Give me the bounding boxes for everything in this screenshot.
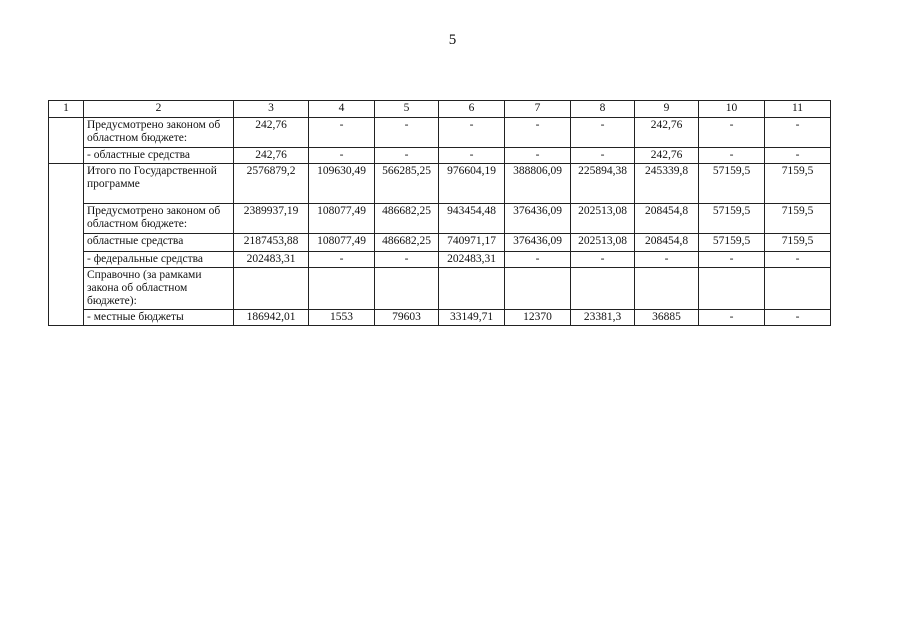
- cell: 202483,31: [439, 251, 505, 267]
- header-cell: 4: [309, 101, 375, 118]
- cell: 36885: [635, 309, 699, 325]
- cell: 566285,25: [375, 163, 439, 203]
- cell: -: [375, 251, 439, 267]
- table-row: [49, 203, 831, 233]
- row-label: Предусмотрено законом об областном бюджете:: [84, 203, 234, 233]
- table-row: [49, 233, 831, 251]
- cell: 57159,5: [699, 233, 765, 251]
- cell: 57159,5: [699, 163, 765, 203]
- row-label: Итого по Государственной программе: [84, 163, 234, 203]
- table-row: [49, 267, 831, 309]
- cell: -: [571, 118, 635, 148]
- cell: [309, 267, 375, 309]
- cell: -: [571, 148, 635, 164]
- cell: 12370: [505, 309, 571, 325]
- cell: 108077,49: [309, 203, 375, 233]
- cell: 242,76: [234, 118, 309, 148]
- cell: 202513,08: [571, 203, 635, 233]
- cell: -: [699, 309, 765, 325]
- table-row: [49, 251, 831, 267]
- cell: 2389937,19: [234, 203, 309, 233]
- cell: 2576879,2: [234, 163, 309, 203]
- cell: -: [699, 148, 765, 164]
- cell: 7159,5: [765, 233, 831, 251]
- cell: 57159,5: [699, 203, 765, 233]
- header-cell: 9: [635, 101, 699, 118]
- table-row: [49, 309, 831, 325]
- cell: -: [635, 251, 699, 267]
- header-cell: 6: [439, 101, 505, 118]
- cell: -: [309, 148, 375, 164]
- cell: 976604,19: [439, 163, 505, 203]
- cell: [234, 267, 309, 309]
- cell: 109630,49: [309, 163, 375, 203]
- cell: 242,76: [234, 148, 309, 164]
- cell: [439, 267, 505, 309]
- cell: [635, 267, 699, 309]
- cell: 486682,25: [375, 233, 439, 251]
- cell: 245339,8: [635, 163, 699, 203]
- cell: 1553: [309, 309, 375, 325]
- cell: [765, 267, 831, 309]
- cell: -: [375, 118, 439, 148]
- cell: -: [439, 148, 505, 164]
- cell: 7159,5: [765, 203, 831, 233]
- cell: 208454,8: [635, 203, 699, 233]
- cell: -: [439, 118, 505, 148]
- header-cell: 7: [505, 101, 571, 118]
- row-label: - федеральные средства: [84, 251, 234, 267]
- cell: 7159,5: [765, 163, 831, 203]
- row-label: Справочно (за рамками закона об областном бюджете):: [84, 267, 234, 309]
- cell: -: [765, 148, 831, 164]
- cell: [571, 267, 635, 309]
- cell: 79603: [375, 309, 439, 325]
- cell: -: [765, 309, 831, 325]
- header-cell: 5: [375, 101, 439, 118]
- cell: -: [765, 251, 831, 267]
- cell: [505, 267, 571, 309]
- cell: -: [571, 251, 635, 267]
- cell: 186942,01: [234, 309, 309, 325]
- table-row: [49, 118, 831, 148]
- cell: -: [309, 251, 375, 267]
- row-label: - местные бюджеты: [84, 309, 234, 325]
- cell: -: [375, 148, 439, 164]
- cell: 242,76: [635, 118, 699, 148]
- cell: 486682,25: [375, 203, 439, 233]
- cell: -: [699, 251, 765, 267]
- cell: 242,76: [635, 148, 699, 164]
- header-row: [49, 101, 831, 118]
- cell: 23381,3: [571, 309, 635, 325]
- cell: -: [765, 118, 831, 148]
- cell: 388806,09: [505, 163, 571, 203]
- cell: -: [505, 118, 571, 148]
- cell: 740971,17: [439, 233, 505, 251]
- cell: [699, 267, 765, 309]
- cell: 943454,48: [439, 203, 505, 233]
- cell: 33149,71: [439, 309, 505, 325]
- header-cell: 11: [765, 101, 831, 118]
- budget-table: [48, 100, 831, 326]
- cell: -: [309, 118, 375, 148]
- cell: 208454,8: [635, 233, 699, 251]
- cell: -: [699, 118, 765, 148]
- header-cell: 10: [699, 101, 765, 118]
- table-row: [49, 148, 831, 164]
- row-label: Предусмотрено законом об областном бюджете:: [84, 118, 234, 148]
- cell: 2187453,88: [234, 233, 309, 251]
- header-cell: 1: [49, 101, 84, 118]
- header-cell: 3: [234, 101, 309, 118]
- cell: 376436,09: [505, 233, 571, 251]
- cell: [375, 267, 439, 309]
- header-cell: 2: [84, 101, 234, 118]
- header-cell: 8: [571, 101, 635, 118]
- row-label: областные средства: [84, 233, 234, 251]
- cell: 225894,38: [571, 163, 635, 203]
- page-number: 5: [448, 32, 457, 48]
- row-label: - областные средства: [84, 148, 234, 164]
- empty-cell: [49, 163, 84, 325]
- table-row: [49, 163, 831, 203]
- cell: 202483,31: [234, 251, 309, 267]
- empty-cell: [49, 118, 84, 164]
- cell: 108077,49: [309, 233, 375, 251]
- cell: 202513,08: [571, 233, 635, 251]
- cell: -: [505, 251, 571, 267]
- cell: 376436,09: [505, 203, 571, 233]
- cell: -: [505, 148, 571, 164]
